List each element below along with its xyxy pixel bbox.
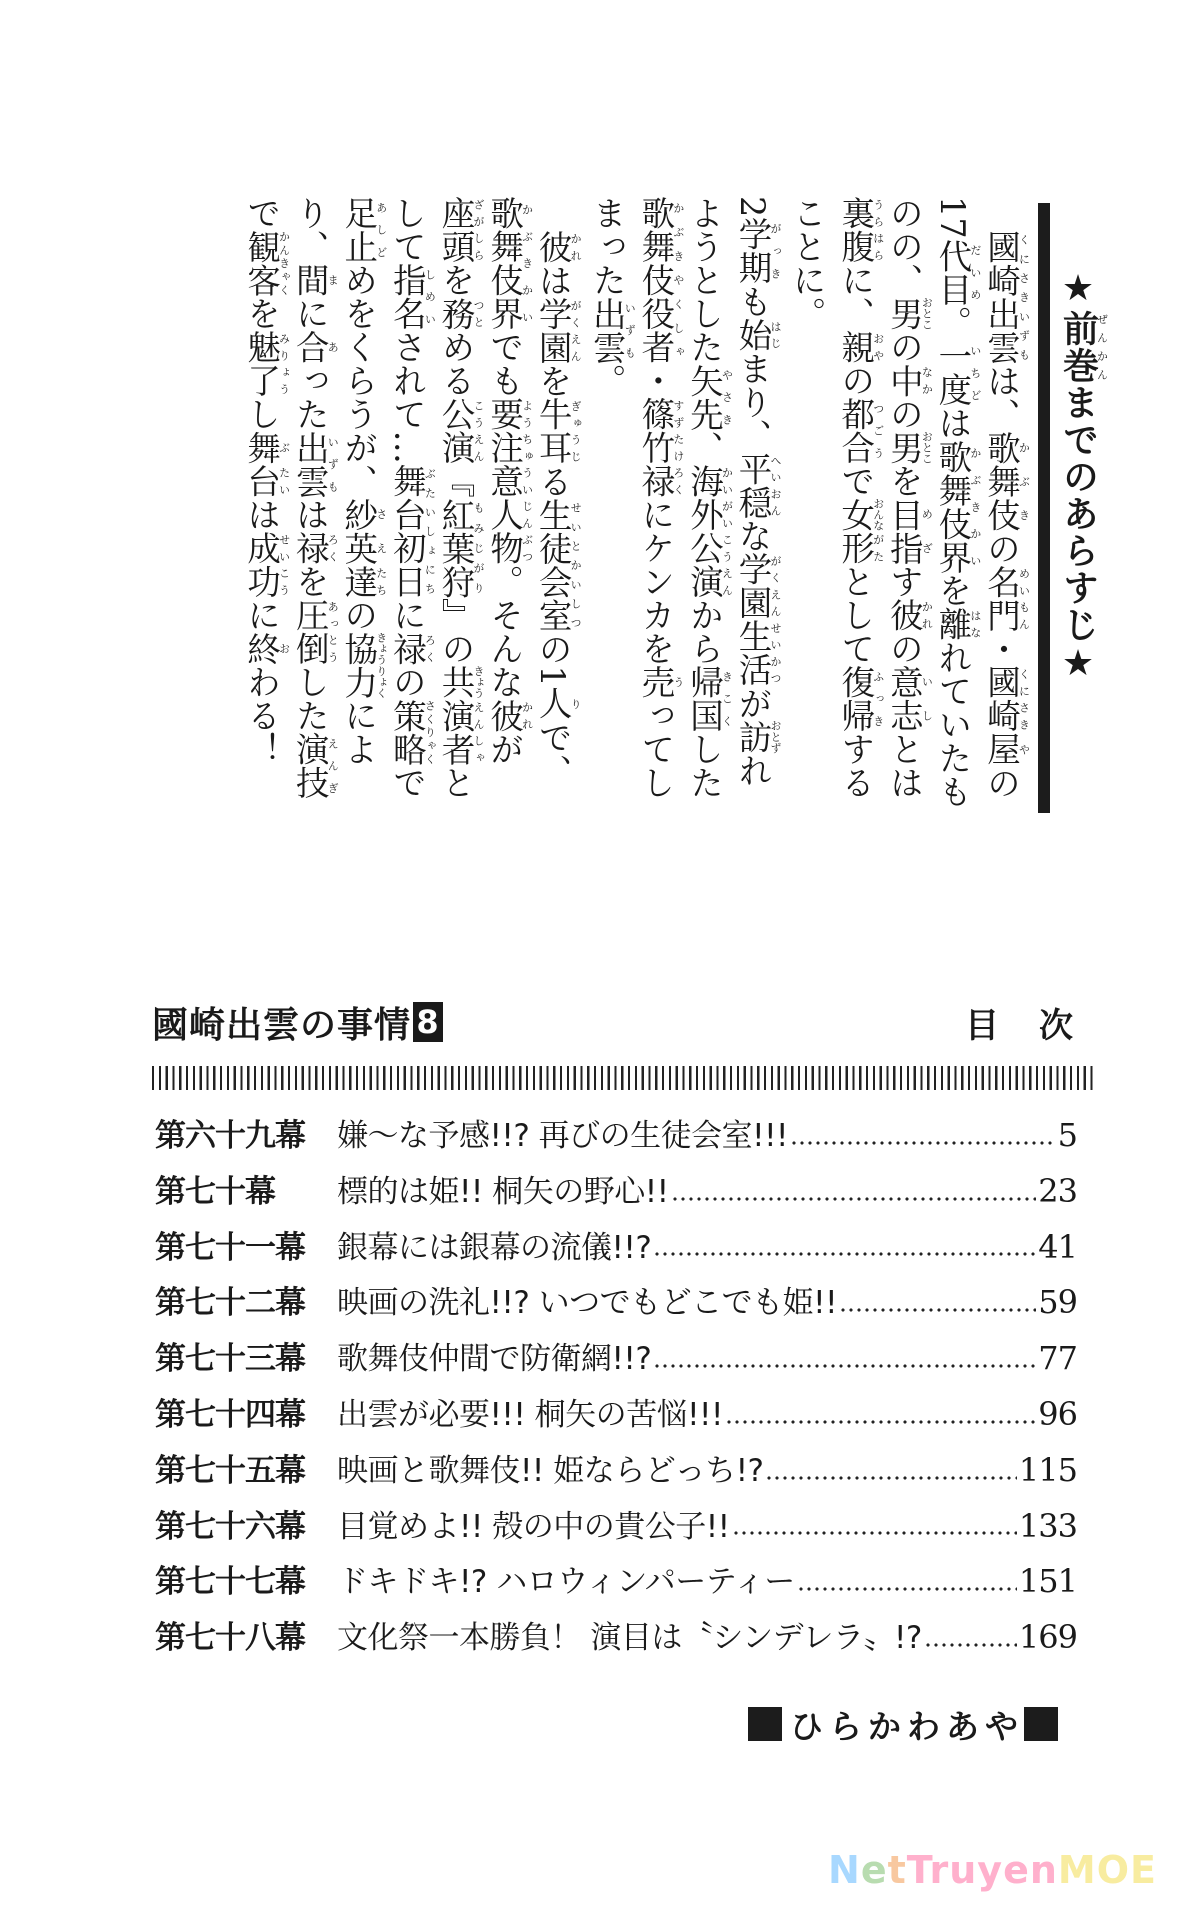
toc-entry[interactable] xyxy=(155,1612,1077,1668)
chapter-number: 第七十六幕 xyxy=(155,1508,305,1545)
toc-list xyxy=(155,1110,1077,1668)
heading-ruby: 前巻ぜんかん xyxy=(1057,310,1109,384)
chapter-number: 第七十三幕 xyxy=(155,1341,305,1378)
dot-leader xyxy=(839,1308,1036,1312)
chapter-number: 第七十幕 xyxy=(155,1173,275,1210)
series-title-text: 國崎出雲の事情 xyxy=(152,1004,412,1046)
chapter-number: 第七十七幕 xyxy=(155,1564,305,1601)
page-number: 23 xyxy=(1038,1171,1077,1210)
toc-entry[interactable] xyxy=(155,1166,1077,1222)
chapter-number: 第七十二幕 xyxy=(155,1285,305,1322)
author-credit xyxy=(748,1705,1058,1746)
toc-entry[interactable] xyxy=(155,1445,1077,1501)
dot-leader xyxy=(732,1531,1017,1535)
chapter-title: 映画の洗礼!!? いつでもどこでも姫!! xyxy=(337,1285,838,1322)
dot-leader xyxy=(790,1141,1056,1145)
toc-entry[interactable] xyxy=(155,1333,1077,1389)
chapter-title: 映画と歌舞伎!! 姫ならどっち!? xyxy=(337,1452,764,1489)
dot-leader xyxy=(797,1587,1017,1591)
chapter-number: 第七十八幕 xyxy=(155,1620,305,1657)
toc-entry[interactable] xyxy=(155,1222,1077,1278)
chapter-title: ドキドキ!? ハロウィンパーティー xyxy=(337,1564,795,1601)
dot-leader xyxy=(653,1364,1036,1368)
page-number: 77 xyxy=(1038,1339,1077,1378)
watermark-segment: N xyxy=(828,1848,861,1892)
dot-leader xyxy=(725,1420,1036,1424)
square-icon xyxy=(748,1707,782,1741)
author-name: ひらかわあや xyxy=(790,1706,1024,1746)
chapter-number: 第七十四幕 xyxy=(155,1396,305,1433)
site-watermark xyxy=(828,1848,1157,1892)
chapter-title: 出雲が必要!!! 桐矢の苦悩!!! xyxy=(337,1396,723,1433)
dot-leader xyxy=(924,1643,1017,1647)
chapter-title: 標的は姫!! 桐矢の野心!! xyxy=(337,1173,669,1210)
dot-leader xyxy=(653,1252,1036,1256)
star-icon: ★ xyxy=(1057,268,1099,310)
square-icon xyxy=(1024,1707,1058,1741)
page-number: 41 xyxy=(1038,1227,1077,1266)
watermark-segment: e xyxy=(860,1848,888,1892)
series-title xyxy=(152,1000,443,1044)
watermark-segment: t xyxy=(887,1848,907,1892)
page-number: 5 xyxy=(1057,1116,1077,1154)
page-number: 115 xyxy=(1018,1450,1077,1489)
chapter-number: 第七十一幕 xyxy=(155,1229,305,1266)
synopsis-heading xyxy=(1057,268,1109,808)
chapter-number: 第七十五幕 xyxy=(155,1452,305,1489)
toc-entry[interactable] xyxy=(155,1501,1077,1557)
page-number: 133 xyxy=(1018,1506,1077,1545)
toc-entry[interactable] xyxy=(155,1110,1077,1166)
toc-entry[interactable] xyxy=(155,1277,1077,1333)
synopsis-body xyxy=(150,196,1030,816)
volume-badge: 8 xyxy=(413,1002,443,1042)
heading-divider-bar xyxy=(1038,203,1050,813)
toc-entry[interactable] xyxy=(155,1389,1077,1445)
page-number: 96 xyxy=(1038,1394,1077,1433)
page-number: 151 xyxy=(1018,1562,1077,1601)
hatched-divider xyxy=(152,1066,1096,1090)
watermark-segment: Truyen xyxy=(906,1848,1058,1892)
watermark-segment: MOE xyxy=(1057,1848,1157,1892)
toc-entry[interactable] xyxy=(155,1556,1077,1612)
dot-leader xyxy=(765,1476,1016,1480)
chapter-title: 嫌〜な予感!!? 再びの生徒会室!!! xyxy=(337,1118,788,1154)
toc-label: 目次 xyxy=(965,1005,1113,1046)
chapter-number: 第六十九幕 xyxy=(155,1118,305,1154)
chapter-title: 目覚めよ!! 殻の中の貴公子!! xyxy=(337,1508,730,1545)
page-number: 169 xyxy=(1018,1618,1077,1657)
heading-text: までのあらすじ xyxy=(1057,384,1099,643)
chapter-title: 歌舞伎仲間で防衛網!!? xyxy=(337,1341,652,1378)
synopsis-paragraph: 彼かれは学園がくえんを牛耳ぎゅうじる生徒会室せいとかいしつの1人りで、歌舞伎界かぶきかいでも要注意人物ようちゅういじんぶつ。そんな彼かれが座頭ざがしらを務つとめる公演こうえん『紅葉狩もみじがり』の共きょう演者えんしゃとして指名しめいされて…舞台初日ぶたいしょにちに禄ろくの策略さくりゃくで足止あしどめをくらうが、紗英さえ達たちの協力きょうりょくにより、間まに合あった出雲いずもは禄ろくを圧倒あっとうした演技えんぎで観客かんきゃくを魅了みりょうし舞ぶ台たいは成功せいこうに終おわる！ xyxy=(241,196,583,799)
chapter-title: 文化祭一本勝負！ 演目は〝シンデレラ〟!? xyxy=(337,1620,922,1657)
synopsis-paragraph: 2学期がっきも始はじまり、平穏へいおんな学園生活がくえんせいかつが訪おとずれようとした矢先やさき、海外公演かいがいこうえんから帰国きこくした歌舞伎役者かぶきやくしゃ・篠竹禄すずたけろくにケンカを売うってしまった出雲いずも。 xyxy=(587,196,783,799)
star-icon: ★ xyxy=(1057,643,1099,685)
synopsis-paragraph: 國崎出雲くにさきいずもは、歌舞伎かぶきの名門めいもん・國崎くにさき屋やの17代目だいめ。一度いちどは歌舞伎界かぶきかいを離はなれていたものの、男おとこの中なかの男おとこを目指めざす彼かれの意志いしとは裏腹うらはらに、親おやの都合つごうで女おんな形がたとして復帰ふっきすることに。 xyxy=(787,196,1031,809)
page-number: 59 xyxy=(1038,1283,1077,1322)
dot-leader xyxy=(671,1197,1037,1201)
chapter-title: 銀幕には銀幕の流儀!!? xyxy=(337,1229,652,1266)
